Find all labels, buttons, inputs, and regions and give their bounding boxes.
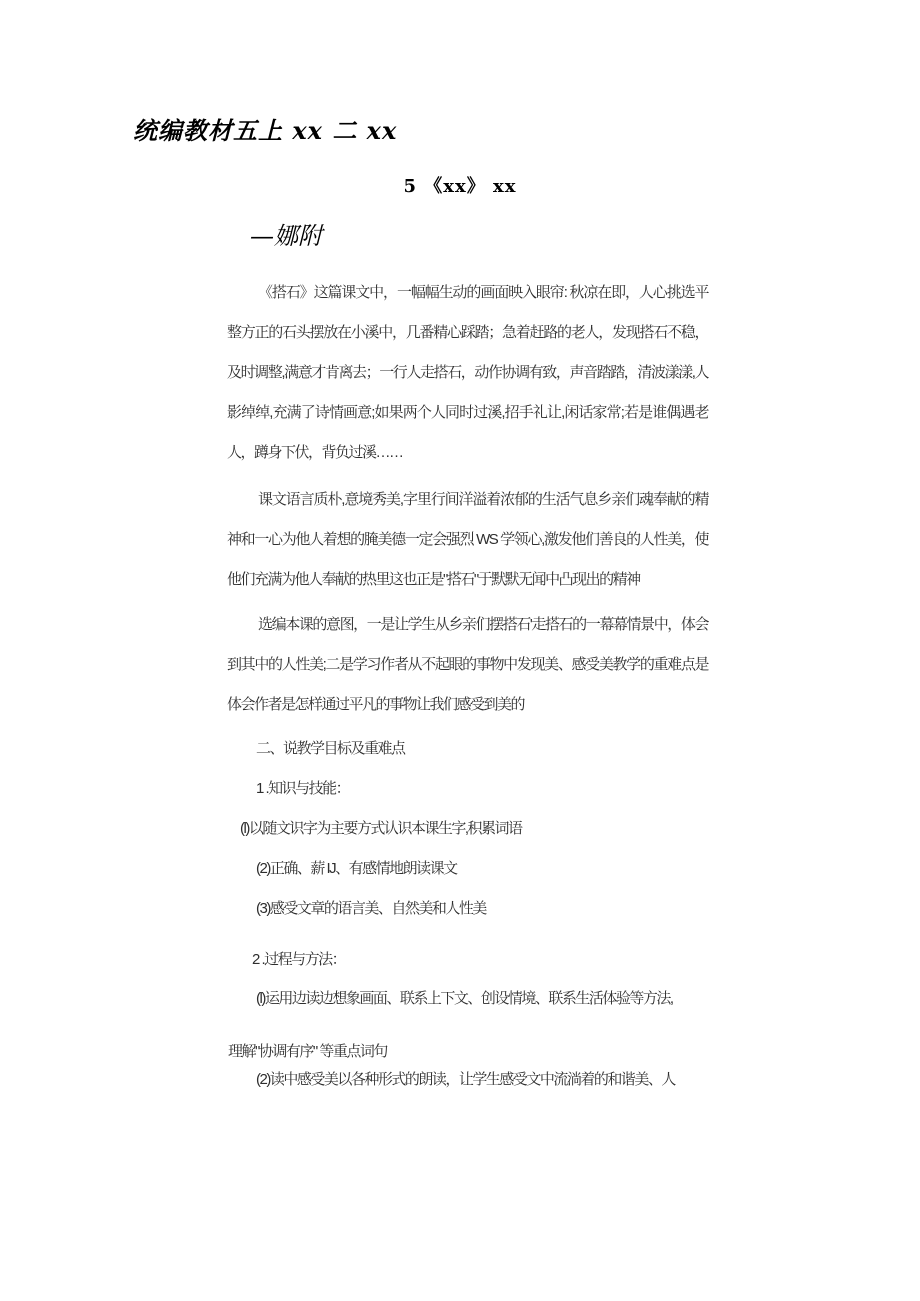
list-item-knowledge-skills: 1 .知识与技能： — [256, 780, 350, 797]
list-item-reading-methods: (l)运用边读边想象画面、联系上下文、创设情境、联系生活体验等方法, — [256, 990, 673, 1007]
lesson-title: 5 《xx》 xx — [403, 176, 517, 197]
list-item-process-method: 2 .过程与方法： — [252, 951, 346, 968]
textbook-edition-header: 统编教材五上 xx 二 xx — [133, 116, 398, 145]
list-item-feel-beauty: (3)感受文章的语言美、自然美和人性美 — [256, 900, 486, 917]
list-item-reading-forms: (2)读中感受美以各种形式的朗读，让学生感受文中流淌着的和谐美、人 — [256, 1071, 675, 1088]
paragraph-text-qualities: 课文语言质朴,意境秀美,字里行间洋溢着浓郁的生活气息乡亲们魂奉献的精神和一心为他人着想的腌美德一定会强烈 WS 学领心,激发他们善良的人性美，使他们充满为他人奉献的热里这也正是"搭石"于默默无闻中凸现出的精神 — [227, 491, 708, 588]
list-item-literacy-method: (l)以随文识字为主要方式认识本课生字,积累词语 — [240, 820, 522, 837]
author-line: —娜附 — [250, 222, 322, 250]
list-item-understand-keywords: 理解"协调有序" 等重点词句 — [228, 1043, 387, 1060]
section-heading-teaching-goals: 二、说教学目标及重难点 — [256, 740, 405, 757]
list-item-read-aloud: (2)正确、薪 IJ、有感情地朗读课文 — [256, 860, 457, 877]
paragraph-selection-intent: 选编本课的意图，一是让学生从乡亲们摆搭石'走搭石的一幕幕情景中，体会到其中的人性美;二是学习作者从不起眼的事物中发现美、感受美教学的重难点是体会作者是怎样通过平凡的事物让我们感受到美的 — [227, 616, 708, 713]
paragraph-lesson-overview: 《搭石》这篇课文中，一幅幅生动的画面映入眼帘: 秋凉在即，人心挑选平整方正的石头摆放在小溪中，几番精心踩踏；急着赶路的老人，发现搭石不稳，及时调整,满意才肯离去；一行人走搭石，动作协调有致，声音踏踏，清波漾漾,人影绰绰,充满了诗情画意;如果两个人同时过溪,招手礼让,闲话家常;若是谁偶遇老人，蹲身下伏，背负过溪…… — [227, 284, 708, 461]
